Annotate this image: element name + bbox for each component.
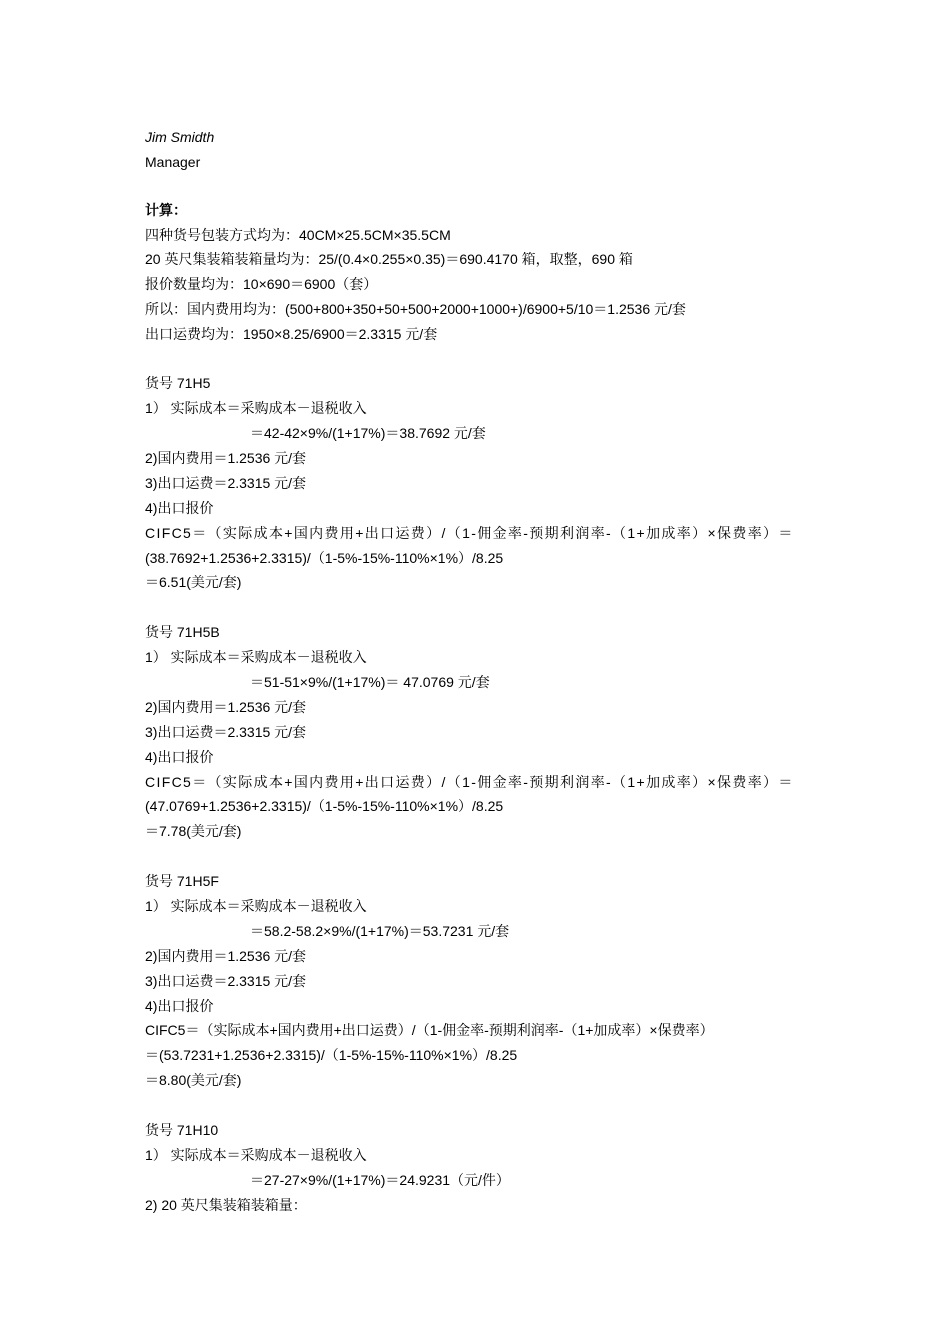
export-freight: 3)出口运费＝2.3315 元/套 (145, 475, 307, 491)
item-title: 货号 71H10 (145, 1122, 219, 1138)
cifc5-computation: (38.7692+1.2536+2.3315)/（1-5%-15%-110%×1%）/8.25 (145, 550, 504, 566)
calc-line: 报价数量均为：10×690＝6900（套） (145, 276, 378, 292)
signature-title: Manager (145, 154, 201, 170)
calc-line: 20 英尺集装箱装箱量均为：25/(0.4×0.255×0.35)＝690.4170 箱，取整，690 箱 (145, 251, 633, 267)
export-freight: 3)出口运费＝2.3315 元/套 (145, 973, 307, 989)
cifc5-formula: CIFC5＝（实际成本+国内费用+出口运费）/（1-佣金率-预期利润率-（1+加成率）×保费率）＝ (145, 774, 794, 790)
calc-line: 四种货号包装方式均为：40CM×25.5CM×35.5CM (145, 227, 451, 243)
actual-cost-value: ＝51-51×9%/(1+17%)＝ 47.0769 元/套 (250, 674, 490, 690)
export-freight: 3)出口运费＝2.3315 元/套 (145, 724, 307, 740)
actual-cost-label: 1） 实际成本＝采购成本－退税收入 (145, 898, 367, 914)
actual-cost-label: 1） 实际成本＝采购成本－退税收入 (145, 1147, 367, 1163)
item-title: 货号 71H5F (145, 873, 219, 889)
item-title: 货号 71H5 (145, 375, 211, 391)
quote-label: 4)出口报价 (145, 749, 214, 765)
calc-heading: 计算： (145, 202, 187, 218)
domestic-fee: 2)国内费用＝1.2536 元/套 (145, 450, 307, 466)
item-title: 货号 71H5B (145, 624, 220, 640)
cifc5-result: ＝7.78(美元/套) (145, 823, 242, 839)
cifc5-result: ＝6.51(美元/套) (145, 574, 242, 590)
actual-cost-label: 1） 实际成本＝采购成本－退税收入 (145, 649, 367, 665)
calc-line: 所以：国内费用均为：(500+800+350+50+500+2000+1000+)/6900+5/10＝1.2536 元/套 (145, 301, 686, 317)
quote-label: 4)出口报价 (145, 500, 214, 516)
domestic-fee: 2)国内费用＝1.2536 元/套 (145, 699, 307, 715)
actual-cost-value: ＝27-27×9%/(1+17%)＝24.9231（元/件） (250, 1172, 510, 1188)
container-capacity-label: 2) 20 英尺集装箱装箱量： (145, 1197, 307, 1213)
cifc5-computation: ＝(53.7231+1.2536+2.3315)/（1-5%-15%-110%×1%）/8.25 (145, 1047, 518, 1063)
calc-line: 出口运费均为：1950×8.25/6900＝2.3315 元/套 (145, 326, 438, 342)
cifc5-result: ＝8.80(美元/套) (145, 1072, 242, 1088)
signature-name: Jim Smidth (145, 129, 215, 145)
cifc5-formula: CIFC5＝（实际成本+国内费用+出口运费）/（1-佣金率-预期利润率-（1+加成率）×保费率） (145, 1022, 714, 1038)
actual-cost-value: ＝58.2-58.2×9%/(1+17%)＝53.7231 元/套 (250, 923, 510, 939)
cifc5-formula: CIFC5＝（实际成本+国内费用+出口运费）/（1-佣金率-预期利润率-（1+加成率）×保费率）＝ (145, 525, 794, 541)
domestic-fee: 2)国内费用＝1.2536 元/套 (145, 948, 307, 964)
actual-cost-value: ＝42-42×9%/(1+17%)＝38.7692 元/套 (250, 425, 486, 441)
cifc5-computation: (47.0769+1.2536+2.3315)/（1-5%-15%-110%×1%）/8.25 (145, 798, 504, 814)
quote-label: 4)出口报价 (145, 998, 214, 1014)
actual-cost-label: 1） 实际成本＝采购成本－退税收入 (145, 400, 367, 416)
